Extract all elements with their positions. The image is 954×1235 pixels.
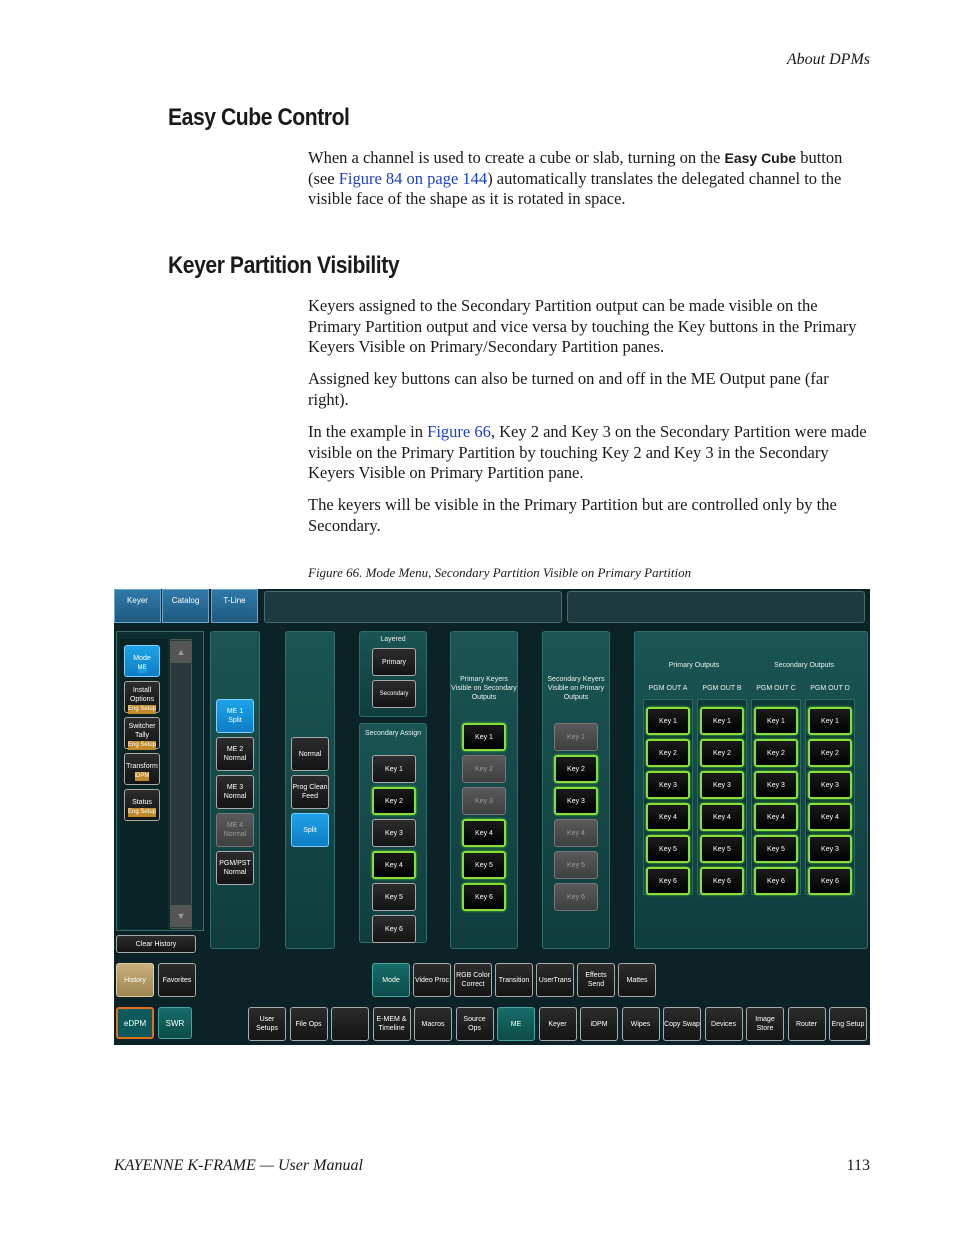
output-2-key-6[interactable]: Key 6 xyxy=(754,867,798,895)
output-3-key-1[interactable]: Key 1 xyxy=(808,707,852,735)
me-button-3[interactable] xyxy=(216,813,254,847)
heading-keyer-partition-visibility: Keyer Partition Visibility xyxy=(168,252,400,279)
scroll-up-icon[interactable]: ▲ xyxy=(171,641,191,663)
figure-66-link[interactable]: Figure 66 xyxy=(427,422,491,441)
tab-catalog[interactable]: Catalog xyxy=(162,589,209,623)
bottom-menu-11[interactable]: Devices xyxy=(705,1007,743,1041)
edpm-button[interactable]: eDPM xyxy=(116,1007,154,1039)
layered-primary-button[interactable]: Primary xyxy=(372,648,416,676)
bottom-menu-7[interactable]: Keyer xyxy=(539,1007,577,1041)
me-button-line1: PGM/PST xyxy=(219,860,251,867)
paragraph-keyers-visible: The keyers will be visible in the Primary Partition but are controlled only by the Secondary. xyxy=(308,495,837,535)
footer-manual-title: KAYENNE K-FRAME — User Manual xyxy=(114,1157,363,1174)
primary-visible-key-3[interactable]: Key 3 xyxy=(462,787,506,815)
me-button-line1: ME 3 xyxy=(226,784,244,791)
output-0-key-6[interactable]: Key 6 xyxy=(646,867,690,895)
paragraph-easy-cube: When a channel is used to create a cube or slab, turning on the Easy Cube button (see Figure 84 on page 144) automatically translates the delegated channel to the visible face of the shape as it is rotated in space. xyxy=(308,148,843,208)
secondary-assign-key-1[interactable]: Key 1 xyxy=(372,755,416,783)
secondary-visible-key-2[interactable]: Key 2 xyxy=(554,755,598,783)
secondary-visible-key-6[interactable]: Key 6 xyxy=(554,883,598,911)
sub-menu-0[interactable]: Mode xyxy=(372,963,410,997)
mode-button-1[interactable]: Prog Clean Feed xyxy=(291,775,329,809)
left-menu-item-sub: iDPM xyxy=(134,773,150,779)
output-header-2: PGM OUT C xyxy=(756,685,796,692)
primary-visible-title: Primary Keyers Visible on Secondary Outputs xyxy=(451,676,517,701)
primary-outputs-title: Primary Outputs xyxy=(668,662,720,669)
bottom-menu-8[interactable]: iDPM xyxy=(580,1007,618,1041)
output-2-key-1[interactable]: Key 1 xyxy=(754,707,798,735)
clear-history-button[interactable]: Clear History xyxy=(116,935,196,953)
me-button-line2: Normal xyxy=(223,869,247,876)
paragraph-assigned-key-buttons: Assigned key buttons can also be turned on and off in the ME Output pane (far right). xyxy=(308,369,829,409)
layered-title: Layered xyxy=(380,636,406,643)
output-0-key-3[interactable]: Key 3 xyxy=(646,771,690,799)
output-1-key-1[interactable]: Key 1 xyxy=(700,707,744,735)
figure-caption: Figure 66. Mode Menu, Secondary Partition Visible on Primary Partition xyxy=(308,565,692,580)
bottom-menu-14[interactable]: Eng Setup xyxy=(829,1007,867,1041)
me-button-line2: Normal xyxy=(223,793,247,800)
left-menu-item-label: Status xyxy=(132,799,152,806)
status-field-2 xyxy=(567,591,865,623)
bottom-menu-4[interactable]: Macros xyxy=(414,1007,452,1041)
output-0-key-2[interactable]: Key 2 xyxy=(646,739,690,767)
output-1-key-3[interactable]: Key 3 xyxy=(700,771,744,799)
tab-keyer[interactable]: Keyer xyxy=(114,589,161,623)
secondary-visible-title: Secondary Keyers Visible on Primary Outputs xyxy=(547,676,605,701)
sub-menu-3[interactable]: Transition xyxy=(495,963,533,997)
output-header-1: PGM OUT B xyxy=(702,685,742,692)
layered-secondary-button[interactable]: Secondary xyxy=(372,680,416,708)
bottom-menu-3[interactable]: E-MEM & Timeline xyxy=(373,1007,411,1041)
left-menu-item-label: Transform xyxy=(126,763,158,770)
left-menu-item-3[interactable] xyxy=(124,753,160,785)
primary-visible-key-2[interactable]: Key 2 xyxy=(462,755,506,783)
me-button-line2: Normal xyxy=(223,831,247,838)
paragraph-example: In the example in Figure 66, Key 2 and Key 3 on the Secondary Partition were made visible on the Primary Partition by touching Key 2 and Key 3 in the Secondary Keyers Visible on Primary Partition pane. xyxy=(308,422,867,482)
sub-menu-6[interactable]: Mattes xyxy=(618,963,656,997)
output-0-key-4[interactable]: Key 4 xyxy=(646,803,690,831)
left-menu-item-sub: Eng Setup xyxy=(127,809,157,815)
primary-visible-key-4[interactable]: Key 4 xyxy=(462,819,506,847)
me-button-1[interactable] xyxy=(216,737,254,771)
me-button-4[interactable] xyxy=(216,851,254,885)
page-number: 113 xyxy=(846,1157,870,1174)
output-header-0: PGM OUT A xyxy=(648,685,688,692)
left-menu-item-label: Mode xyxy=(133,655,151,662)
output-0-key-5[interactable]: Key 5 xyxy=(646,835,690,863)
swr-button[interactable]: SWR xyxy=(158,1007,192,1039)
output-1-key-6[interactable]: Key 6 xyxy=(700,867,744,895)
output-2-key-4[interactable]: Key 4 xyxy=(754,803,798,831)
output-3-key-5[interactable]: Key 3 xyxy=(808,835,852,863)
bottom-menu-10[interactable]: Copy Swap xyxy=(663,1007,701,1041)
scroll-down-icon[interactable]: ▼ xyxy=(171,905,191,927)
bottom-menu-6[interactable]: ME xyxy=(497,1007,535,1041)
output-header-3: PGM OUT D xyxy=(810,685,850,692)
favorites-button[interactable]: Favorites xyxy=(158,963,196,997)
me-button-line2: Normal xyxy=(223,755,247,762)
me-button-line1: ME 4 xyxy=(226,822,244,829)
bottom-menu-5[interactable]: Source Ops xyxy=(456,1007,494,1041)
sub-menu-1[interactable]: Video Proc xyxy=(413,963,451,997)
output-2-key-3[interactable]: Key 3 xyxy=(754,771,798,799)
figure-84-link[interactable]: Figure 84 on page 144 xyxy=(338,168,488,188)
secondary-assign-key-4[interactable]: Key 4 xyxy=(372,851,416,879)
left-menu-item-sub: Eng Setup xyxy=(127,705,157,712)
secondary-assign-key-6[interactable]: Key 6 xyxy=(372,915,416,943)
running-header: About DPMs xyxy=(786,51,870,68)
heading-easy-cube-control: Easy Cube Control xyxy=(168,104,350,131)
bottom-menu-1[interactable]: File Ops xyxy=(290,1007,328,1041)
output-3-key-4[interactable]: Key 4 xyxy=(808,803,852,831)
output-1-key-4[interactable]: Key 4 xyxy=(700,803,744,831)
secondary-assign-key-3[interactable]: Key 3 xyxy=(372,819,416,847)
output-3-key-2[interactable]: Key 2 xyxy=(808,739,852,767)
left-menu-item-2[interactable] xyxy=(124,717,160,749)
history-button[interactable]: History xyxy=(116,963,154,997)
left-menu-item-sub: Eng Setup xyxy=(127,741,157,748)
secondary-outputs-title: Secondary Outputs xyxy=(774,662,834,669)
output-2-key-2[interactable]: Key 2 xyxy=(754,739,798,767)
primary-visible-key-1[interactable]: Key 1 xyxy=(462,723,506,751)
easy-cube-button-ref: Easy Cube xyxy=(724,150,797,166)
bottom-menu-9[interactable]: Wipes xyxy=(622,1007,660,1041)
primary-visible-key-6[interactable]: Key 6 xyxy=(462,883,506,911)
left-menu-item-sub: ME xyxy=(137,665,147,671)
output-3-key-6[interactable]: Key 6 xyxy=(808,867,852,895)
tab-t-line[interactable]: T-Line xyxy=(211,589,258,623)
output-1-key-2[interactable]: Key 2 xyxy=(700,739,744,767)
secondary-visible-key-5[interactable]: Key 5 xyxy=(554,851,598,879)
secondary-visible-key-1[interactable]: Key 1 xyxy=(554,723,598,751)
paragraph-keyers-assigned: Keyers assigned to the Secondary Partition output can be made visible on the Primary Partition output and vice versa by touching the Key buttons in the Primary Keyers Visible on Primary/Secondary Partition panes. xyxy=(308,296,857,356)
secondary-assign-title: Secondary Assign xyxy=(364,730,422,737)
output-0-key-1[interactable]: Key 1 xyxy=(646,707,690,735)
bottom-menu-12[interactable]: Image Store xyxy=(746,1007,784,1041)
mode-button-2[interactable]: Split xyxy=(291,813,329,847)
bottom-menu-13[interactable]: Router xyxy=(788,1007,826,1041)
mode-button-0[interactable]: Normal xyxy=(291,737,329,771)
secondary-assign-key-5[interactable]: Key 5 xyxy=(372,883,416,911)
bottom-menu-2[interactable] xyxy=(331,1007,369,1041)
sub-menu-2[interactable]: RGB Color Correct xyxy=(454,963,492,997)
me-button-2[interactable] xyxy=(216,775,254,809)
status-field-1 xyxy=(264,591,562,623)
output-3-key-3[interactable]: Key 3 xyxy=(808,771,852,799)
output-2-key-5[interactable]: Key 5 xyxy=(754,835,798,863)
left-menu-item-4[interactable] xyxy=(124,789,160,821)
left-menu-item-1[interactable] xyxy=(124,681,160,713)
me-button-line1: ME 1 xyxy=(226,708,244,715)
mode-menu-screenshot xyxy=(114,589,870,1045)
secondary-visible-key-4[interactable]: Key 4 xyxy=(554,819,598,847)
left-menu-scrollbar[interactable] xyxy=(170,639,192,929)
primary-visible-key-5[interactable]: Key 5 xyxy=(462,851,506,879)
me-button-0[interactable] xyxy=(216,699,254,733)
sub-menu-5[interactable]: Effects Send xyxy=(577,963,615,997)
secondary-assign-key-2[interactable]: Key 2 xyxy=(372,787,416,815)
bottom-menu-0[interactable]: User Setups xyxy=(248,1007,286,1041)
left-menu-item-label: Install Options xyxy=(129,686,155,703)
secondary-visible-key-3[interactable]: Key 3 xyxy=(554,787,598,815)
output-1-key-5[interactable]: Key 5 xyxy=(700,835,744,863)
left-menu-item-label: Switcher Tally xyxy=(128,722,156,739)
me-button-line2: Split xyxy=(228,717,242,724)
left-menu-item-0[interactable] xyxy=(124,645,160,677)
sub-menu-4[interactable]: UserTrans xyxy=(536,963,574,997)
me-button-line1: ME 2 xyxy=(226,746,244,753)
